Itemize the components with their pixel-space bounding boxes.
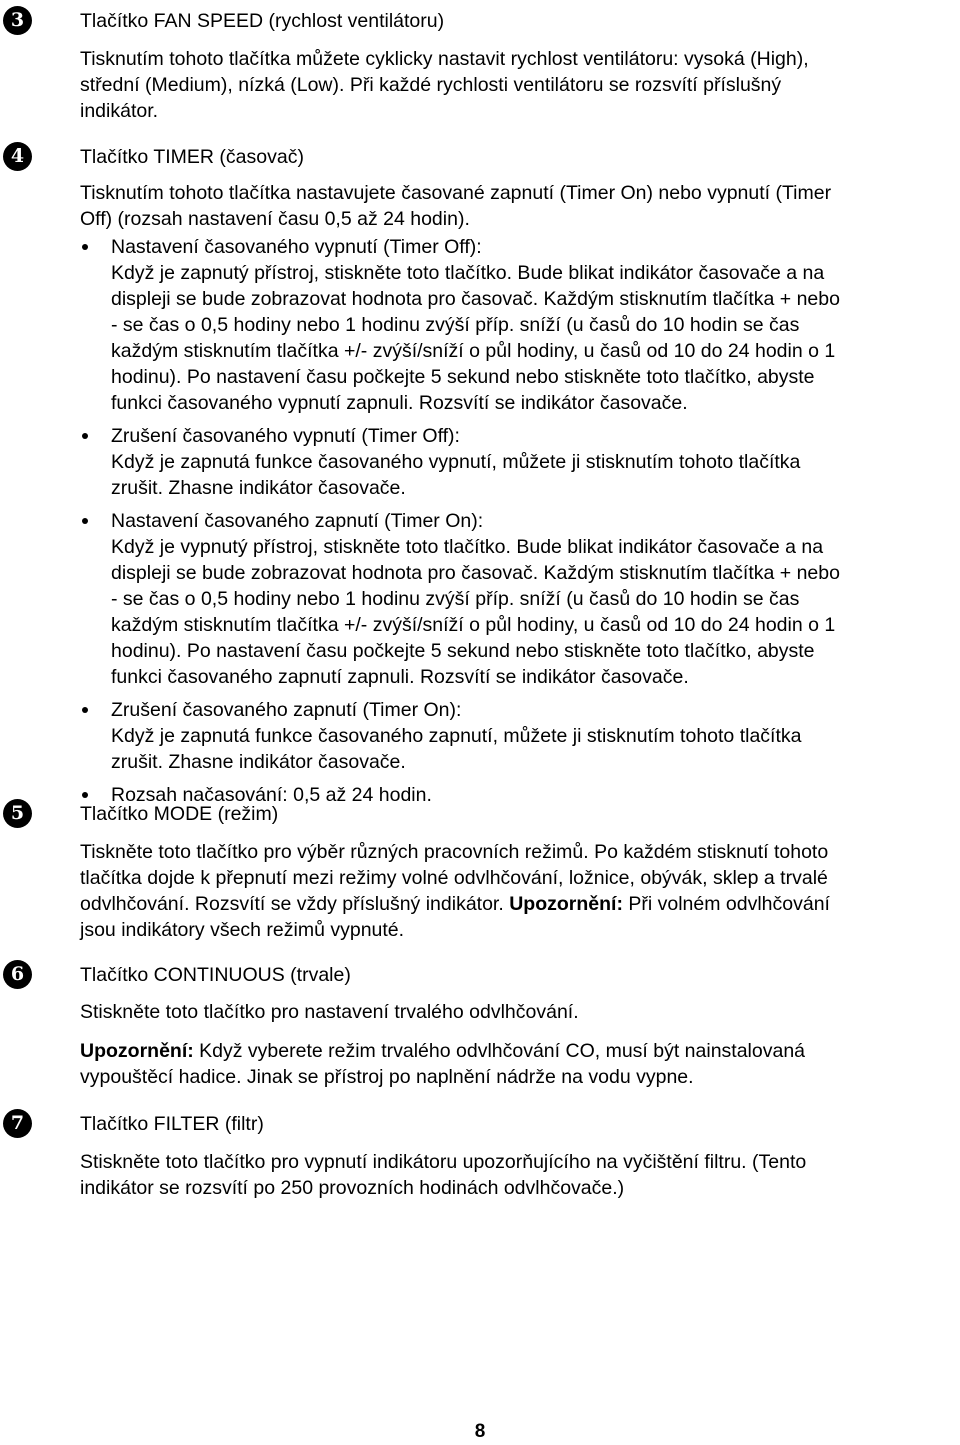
section-title: Tlačítko MODE (režim) [80,803,279,825]
body-line: Stiskněte toto tlačítko pro vypnutí indikátoru upozorňujícího na vyčištění filtru. (Tento [80,1151,807,1173]
bullet-line: každým stisknutím tlačítka +/- zvýší/sníží o půl hodiny, u časů od 10 do 24 hodin o 1 [111,340,836,362]
bullet-dot-icon [82,792,88,798]
section-body [80,180,960,232]
section-number-badge: 6 [3,960,32,989]
body-text: odvlhčování. Rozsvítí se vždy příslušný indikátor. [80,893,510,915]
section-title: Tlačítko FILTER (filtr) [80,1113,264,1135]
body-line: střední (Medium), nízká (Low). Při každé rychlosti ventilátoru se rozsvítí příslušný [80,74,782,96]
bullet-line: hodinu). Po nastavení času počkejte 5 sekund nebo stiskněte toto tlačítko, abyste [111,366,815,388]
section-title: Tlačítko CONTINUOUS (trvale) [80,964,351,986]
bullet-dot-icon [82,707,88,713]
bullet-line: Rozsah načasování: 0,5 až 24 hodin. [111,784,432,806]
bullet-timer-on-setting [80,508,960,690]
bullet-line: Když je vypnutý přístroj, stiskněte toto tlačítko. Bude blikat indikátor časovače a na [111,536,824,558]
bullet-line: Nastavení časovaného vypnutí (Timer Off): [111,236,482,258]
bullet-dot-icon [82,433,88,439]
bullet-line: displeji se bude zobrazovat hodnota pro časovač. Každým stisknutím tlačítka + nebo [111,288,840,310]
timer-bullet-list [80,234,960,815]
bullet-line: funkci časovaného zapnutí zapnuli. Rozsvítí se indikátor časovače. [111,666,689,688]
bullet-line: Když je zapnutý přístroj, stiskněte toto tlačítko. Bude blikat indikátor časovače a na [111,262,825,284]
bullet-line: Když je zapnutá funkce časovaného zapnutí, můžete ji stisknutím tohoto tlačítka [111,725,802,747]
body-line: tlačítka dojde k přepnutí mezi režimy volné odvlhčování, ložnice, obývák, sklep a trvalé [80,867,828,889]
bullet-line: Nastavení časovaného zapnutí (Timer On): [111,510,484,532]
bullet-line: funkci časovaného vypnutí zapnuli. Rozsvítí se indikátor časovače. [111,392,688,414]
section-body [80,839,960,943]
bullet-line: - se čas o 0,5 hodiny nebo 1 hodinu zvýší příp. sníží (u časů do 10 hodin se čas [111,588,800,610]
body-line: Tisknutím tohoto tlačítka nastavujete časované zapnutí (Timer On) nebo vypnutí (Timer [80,182,832,204]
bullet-timer-on-cancel [80,697,960,775]
bullet-timer-off-setting [80,234,960,416]
section-body [80,999,960,1025]
section-body [80,1149,960,1201]
warning-label: Upozornění: [509,893,623,915]
section-number-badge: 5 [3,799,32,828]
bullet-line: displeji se bude zobrazovat hodnota pro časovač. Každým stisknutím tlačítka + nebo [111,562,840,584]
body-line: Off) (rozsah nastavení času 0,5 až 24 hodin). [80,208,470,230]
section-body [80,46,960,124]
section-note [80,1038,960,1090]
bullet-line: Zrušení časovaného vypnutí (Timer Off): [111,425,460,447]
section-number-badge: 4 [3,142,32,171]
body-line [80,1038,960,1064]
body-text: Když vyberete režim trvalého odvlhčování CO, musí být nainstalovaná [193,1040,806,1062]
bullet-line: zrušit. Zhasne indikátor časovače. [111,477,406,499]
body-text: Při volném odvlhčování [622,893,830,915]
body-line: Tisknutím tohoto tlačítka můžete cyklicky nastavit rychlost ventilátoru: vysoká (High), [80,48,809,70]
bullet-line: Když je zapnutá funkce časovaného vypnutí, můžete ji stisknutím tohoto tlačítka [111,451,801,473]
body-line: vypouštěcí hadice. Jinak se přístroj po naplnění nádrže na vodu vypne. [80,1066,694,1088]
bullet-dot-icon [82,518,88,524]
bullet-timer-off-cancel [80,423,960,501]
warning-label: Upozornění: [80,1040,194,1062]
bullet-line: - se čas o 0,5 hodiny nebo 1 hodinu zvýší příp. sníží (u časů do 10 hodin se čas [111,314,800,336]
bullet-line: zrušit. Zhasne indikátor časovače. [111,751,406,773]
page-number: 8 [474,1421,486,1442]
body-line: Stiskněte toto tlačítko pro nastavení trvalého odvlhčování. [80,1001,579,1023]
section-number-badge: 7 [3,1109,32,1138]
body-line: indikátor se rozsvítí po 250 provozních hodinách odvlhčovače.) [80,1177,625,1199]
body-line: indikátor. [80,100,159,122]
section-title: Tlačítko TIMER (časovač) [80,146,304,168]
section-number-badge: 3 [3,6,32,35]
section-title: Tlačítko FAN SPEED (rychlost ventilátoru) [80,10,445,32]
bullet-line: Zrušení časovaného zapnutí (Timer On): [111,699,462,721]
body-line: Tiskněte toto tlačítko pro výběr různých pracovních režimů. Po každém stisknutí tohoto [80,841,829,863]
bullet-dot-icon [82,244,88,250]
bullet-line: hodinu). Po nastavení času počkejte 5 sekund nebo stiskněte toto tlačítko, abyste [111,640,815,662]
bullet-line: každým stisknutím tlačítka +/- zvýší/sníží o půl hodiny, u časů od 10 do 24 hodin o 1 [111,614,836,636]
body-line: jsou indikátory všech režimů vypnuté. [80,919,405,941]
body-line [80,891,960,917]
